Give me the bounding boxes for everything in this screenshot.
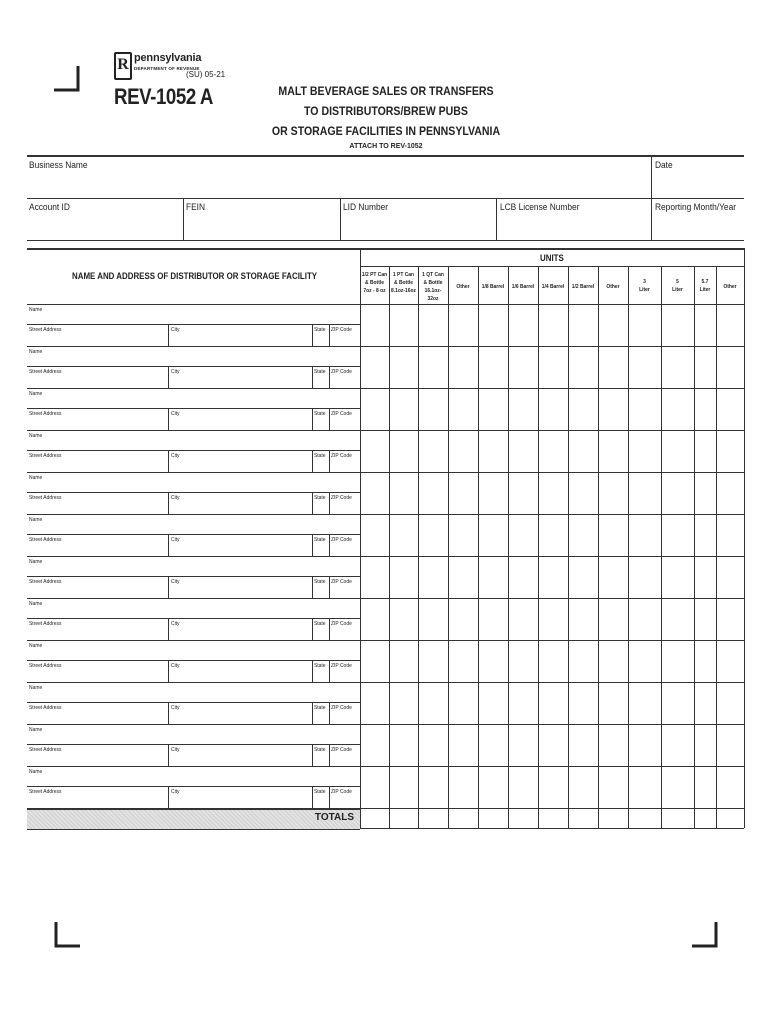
row-1-zip-field[interactable]: ZIP Code	[331, 327, 352, 333]
row-11-state-divider	[312, 744, 313, 766]
column-header-11-line-1: 5	[676, 279, 679, 285]
row-12-name-field[interactable]: Name	[29, 769, 43, 775]
row-12-city-divider	[168, 786, 169, 808]
row-7-city-field[interactable]: City	[171, 579, 180, 585]
form-version: (SU) 05-21	[186, 70, 226, 79]
row-10-street-field[interactable]: Street Address	[29, 705, 62, 711]
units-heading: UNITS	[540, 253, 564, 263]
row-7-state-field[interactable]: State	[314, 579, 326, 585]
row-9-zip-field[interactable]: ZIP Code	[331, 663, 352, 669]
row-4-name-rule	[27, 450, 360, 451]
row-9-bottom-rule	[27, 682, 744, 683]
row-1-name-rule	[27, 324, 360, 325]
row-3-zip-field[interactable]: ZIP Code	[331, 411, 352, 417]
units-column-line-9	[628, 266, 629, 828]
row-11-state-field[interactable]: State	[314, 747, 326, 753]
row-5-name-rule	[27, 492, 360, 493]
row-3-city-divider	[168, 408, 169, 430]
row-1-zip-divider	[329, 324, 330, 346]
row-4-zip-divider	[329, 450, 330, 472]
row-8-bottom-rule	[27, 640, 744, 641]
row-9-street-field[interactable]: Street Address	[29, 663, 62, 669]
row-7-name-field[interactable]: Name	[29, 559, 43, 565]
row-12-city-field[interactable]: City	[171, 789, 180, 795]
lid-number-field[interactable]: LID Number	[343, 202, 389, 213]
row-10-zip-field[interactable]: ZIP Code	[331, 705, 352, 711]
left-column-heading: NAME AND ADDRESS OF DISTRIBUTOR OR STORAGE FACILITY	[72, 271, 318, 281]
row-4-zip-field[interactable]: ZIP Code	[331, 453, 352, 459]
row-9-city-divider	[168, 660, 169, 682]
row-6-bottom-rule	[27, 556, 744, 557]
table-head-rule	[27, 304, 744, 305]
corner-mark-bottom-left	[54, 922, 80, 948]
header-middle-rule	[27, 198, 744, 199]
row-2-state-field[interactable]: State	[314, 369, 326, 375]
row-5-state-field[interactable]: State	[314, 495, 326, 501]
field-divider-2	[340, 198, 341, 240]
units-column-line-3	[448, 266, 449, 828]
units-column-line-10	[661, 266, 662, 828]
row-11-name-rule	[27, 744, 360, 745]
row-4-street-field[interactable]: Street Address	[29, 453, 62, 459]
column-header-2-line-1: 1 PT Can	[392, 272, 415, 278]
row-3-name-field[interactable]: Name	[29, 391, 43, 397]
row-9-city-field[interactable]: City	[171, 663, 180, 669]
row-5-city-field[interactable]: City	[171, 495, 180, 501]
row-2-zip-divider	[329, 366, 330, 388]
column-header-10-line-2: Liter	[639, 287, 650, 293]
keystone-icon: R	[114, 52, 132, 80]
row-6-city-field[interactable]: City	[171, 537, 180, 543]
column-header-12-line-1: 5.7	[701, 279, 709, 285]
form-title-line-1: MALT BEVERAGE SALES OR TRANSFERS	[278, 84, 494, 98]
units-column-line-2	[418, 266, 419, 828]
row-9-state-field[interactable]: State	[314, 663, 326, 669]
row-3-state-field[interactable]: State	[314, 411, 326, 417]
row-1-bottom-rule	[27, 346, 744, 347]
row-12-zip-field[interactable]: ZIP Code	[331, 789, 352, 795]
row-7-zip-divider	[329, 576, 330, 598]
row-2-street-field[interactable]: Street Address	[29, 369, 62, 375]
row-6-street-field[interactable]: Street Address	[29, 537, 62, 543]
header-top-rule	[27, 155, 744, 157]
business-name-field[interactable]: Business Name	[29, 160, 88, 171]
column-header-9-line-1: Other	[606, 284, 620, 290]
column-header-2-line-3: 8.1oz-16oz	[390, 288, 417, 294]
units-column-line-13	[744, 248, 745, 828]
column-header-4-line-1: Other	[456, 284, 470, 290]
row-5-name-field[interactable]: Name	[29, 475, 43, 481]
row-4-name-field[interactable]: Name	[29, 433, 43, 439]
form-title-line-2: TO DISTRIBUTORS/BREW PUBS	[304, 104, 468, 118]
units-column-line-12	[716, 266, 717, 828]
row-4-state-field[interactable]: State	[314, 453, 326, 459]
row-8-city-divider	[168, 618, 169, 640]
row-1-city-field[interactable]: City	[171, 327, 180, 333]
row-8-name-field[interactable]: Name	[29, 601, 43, 607]
corner-mark-top-left	[54, 66, 80, 92]
row-1-name-field[interactable]: Name	[29, 307, 43, 313]
row-10-name-field[interactable]: Name	[29, 685, 43, 691]
row-8-name-rule	[27, 618, 360, 619]
form-number: REV-1052 A	[114, 84, 214, 109]
totals-row	[27, 809, 360, 830]
row-6-state-divider	[312, 534, 313, 556]
row-7-name-rule	[27, 576, 360, 577]
row-12-zip-divider	[329, 786, 330, 808]
reporting-period-field[interactable]: Reporting Month/Year	[655, 202, 737, 213]
column-header-1-line-1: 1/2 PT Can	[361, 272, 388, 278]
row-6-name-rule	[27, 534, 360, 535]
row-6-zip-field[interactable]: ZIP Code	[331, 537, 352, 543]
row-12-name-rule	[27, 786, 360, 787]
row-11-city-divider	[168, 744, 169, 766]
row-11-street-field[interactable]: Street Address	[29, 747, 62, 753]
row-5-street-field[interactable]: Street Address	[29, 495, 62, 501]
row-5-bottom-rule	[27, 514, 744, 515]
row-1-state-field[interactable]: State	[314, 327, 326, 333]
units-column-line-8	[598, 266, 599, 828]
row-8-state-field[interactable]: State	[314, 621, 326, 627]
row-3-street-field[interactable]: Street Address	[29, 411, 62, 417]
column-header-11-line-2: Liter	[672, 287, 683, 293]
row-8-state-divider	[312, 618, 313, 640]
units-column-line-4	[478, 266, 479, 828]
column-header-7-line-1: 1/4 Barrel	[541, 284, 565, 290]
row-11-zip-field[interactable]: ZIP Code	[331, 747, 352, 753]
column-header-6-line-1: 1/6 Barrel	[511, 284, 535, 290]
row-11-zip-divider	[329, 744, 330, 766]
row-12-street-field[interactable]: Street Address	[29, 789, 62, 795]
row-2-city-divider	[168, 366, 169, 388]
row-4-bottom-rule	[27, 472, 744, 473]
row-1-street-field[interactable]: Street Address	[29, 327, 62, 333]
row-10-state-divider	[312, 702, 313, 724]
row-12-state-divider	[312, 786, 313, 808]
column-header-2-line-2: & Bottle	[394, 280, 413, 286]
row-11-city-field[interactable]: City	[171, 747, 180, 753]
totals-bottom-rule	[360, 828, 744, 829]
row-5-zip-divider	[329, 492, 330, 514]
row-10-city-field[interactable]: City	[171, 705, 180, 711]
row-9-name-field[interactable]: Name	[29, 643, 43, 649]
date-field[interactable]: Date	[655, 160, 673, 171]
row-4-city-field[interactable]: City	[171, 453, 180, 459]
row-10-state-field[interactable]: State	[314, 705, 326, 711]
column-header-3-line-3: 16.1oz-32oz	[424, 288, 442, 302]
row-2-name-rule	[27, 366, 360, 367]
row-10-name-rule	[27, 702, 360, 703]
row-2-bottom-rule	[27, 388, 744, 389]
row-2-zip-field[interactable]: ZIP Code	[331, 369, 352, 375]
units-column-line-7	[568, 266, 569, 828]
column-header-3-line-1: 1 QT Can	[422, 272, 444, 278]
field-divider-4	[651, 198, 652, 240]
row-4-state-divider	[312, 450, 313, 472]
row-8-zip-divider	[329, 618, 330, 640]
logo-department: DEPARTMENT OF REVENUE	[134, 66, 200, 71]
row-10-bottom-rule	[27, 724, 744, 725]
row-9-state-divider	[312, 660, 313, 682]
row-9-zip-divider	[329, 660, 330, 682]
row-5-zip-field[interactable]: ZIP Code	[331, 495, 352, 501]
row-4-city-divider	[168, 450, 169, 472]
row-8-zip-field[interactable]: ZIP Code	[331, 621, 352, 627]
row-1-state-divider	[312, 324, 313, 346]
units-column-line-6	[538, 266, 539, 828]
column-header-1-line-3: 7oz - 8 oz	[363, 288, 386, 294]
header-bottom-rule	[27, 240, 744, 241]
row-6-zip-divider	[329, 534, 330, 556]
column-header-3-line-2: & Bottle	[423, 280, 443, 286]
lcb-license-field[interactable]: LCB License Number	[500, 202, 580, 213]
units-column-line-5	[508, 266, 509, 828]
row-10-zip-divider	[329, 702, 330, 724]
row-7-street-field[interactable]: Street Address	[29, 579, 62, 585]
row-3-name-rule	[27, 408, 360, 409]
row-3-zip-divider	[329, 408, 330, 430]
field-divider-1	[183, 198, 184, 240]
column-header-5-line-1: 1/8 Barrel	[481, 284, 505, 290]
units-column-line-1	[389, 266, 390, 828]
table-top-rule	[27, 248, 744, 250]
row-8-street-field[interactable]: Street Address	[29, 621, 62, 627]
units-column-line-0	[360, 248, 361, 828]
corner-mark-bottom-right	[692, 922, 718, 948]
row-11-bottom-rule	[27, 766, 744, 767]
row-12-state-field[interactable]: State	[314, 789, 326, 795]
row-5-state-divider	[312, 492, 313, 514]
logo-name: pennsylvania	[134, 52, 202, 64]
row-6-name-field[interactable]: Name	[29, 517, 43, 523]
row-1-city-divider	[168, 324, 169, 346]
row-7-city-divider	[168, 576, 169, 598]
totals-label: TOTALS	[314, 812, 354, 823]
row-3-bottom-rule	[27, 430, 744, 431]
column-header-13-line-1: Other	[723, 284, 737, 290]
row-2-city-field[interactable]: City	[171, 369, 180, 375]
row-11-name-field[interactable]: Name	[29, 727, 43, 733]
row-3-city-field[interactable]: City	[171, 411, 180, 417]
row-7-state-divider	[312, 576, 313, 598]
row-9-name-rule	[27, 660, 360, 661]
account-id-field[interactable]: Account ID	[29, 202, 70, 213]
row-2-state-divider	[312, 366, 313, 388]
row-8-city-field[interactable]: City	[171, 621, 180, 627]
row-3-state-divider	[312, 408, 313, 430]
attach-note: ATTACH TO REV-1052	[349, 143, 423, 150]
row-7-zip-field[interactable]: ZIP Code	[331, 579, 352, 585]
row-6-state-field[interactable]: State	[314, 537, 326, 543]
units-column-line-11	[694, 266, 695, 828]
date-divider	[651, 155, 652, 199]
column-header-10-line-1: 3	[643, 279, 646, 285]
row-2-name-field[interactable]: Name	[29, 349, 43, 355]
column-header-8-line-1: 1/2 Barrel	[571, 284, 595, 290]
row-7-bottom-rule	[27, 598, 744, 599]
row-5-city-divider	[168, 492, 169, 514]
row-6-city-divider	[168, 534, 169, 556]
form-title-line-3: OR STORAGE FACILITIES IN PENNSYLVANIA	[271, 124, 501, 138]
column-header-12-line-2: Liter	[699, 287, 711, 293]
field-divider-3	[496, 198, 497, 240]
row-10-city-divider	[168, 702, 169, 724]
column-header-1-line-2: & Bottle	[365, 280, 384, 286]
fein-field[interactable]: FEIN	[186, 202, 206, 213]
